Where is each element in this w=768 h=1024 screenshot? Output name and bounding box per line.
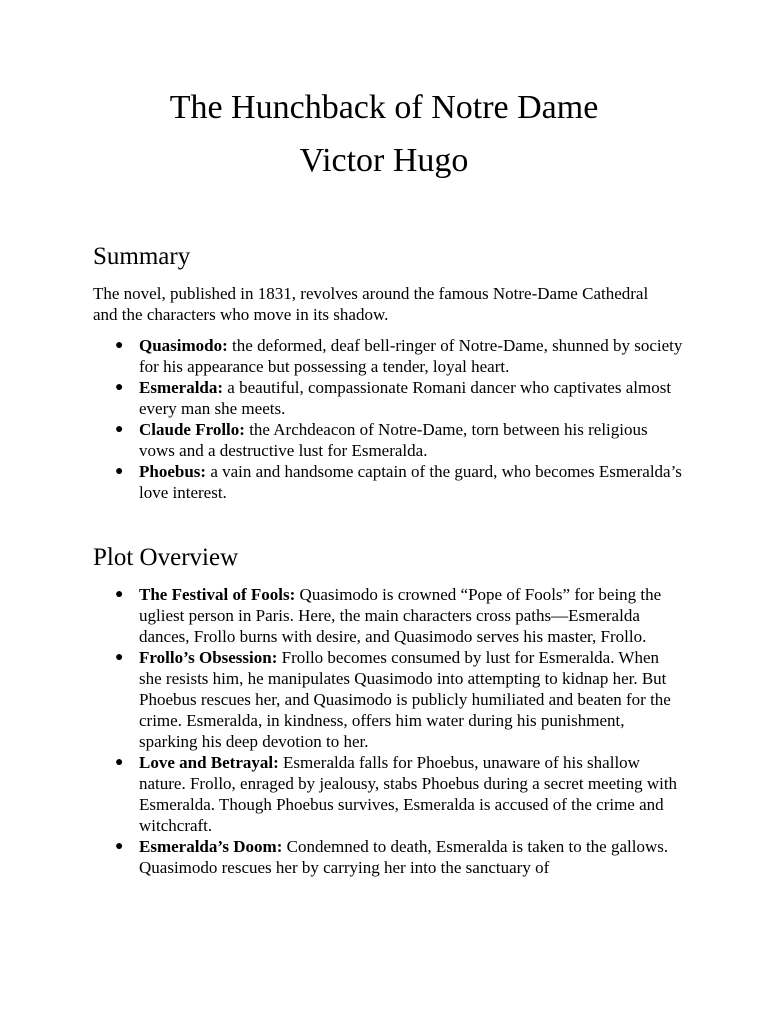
bullet-icon: ● <box>115 755 124 770</box>
bullet-icon: ● <box>115 422 124 437</box>
character-name: Phoebus: <box>139 462 207 481</box>
plot-item-text: Condemned to death, Esmeralda is taken to the gallows. Quasimodo rescues her by carrying her into the sanctuary of <box>139 837 669 877</box>
plot-item-text: Frollo becomes consumed by lust for Esmeralda. When she resists him, he manipulates Quasimodo into attempting to kidnap her. But Phoebus rescues her, and Quasimodo is publicly humiliated and beaten for the crime. Esmeralda, in kindness, offers him water during his punishment, sparking his deep devotion to her. <box>139 648 671 751</box>
bullet-icon: ● <box>115 587 124 602</box>
character-name: Claude Frollo: <box>139 420 245 439</box>
list-item <box>115 419 684 461</box>
list-item <box>115 461 684 503</box>
character-description: a vain and handsome captain of the guard, who becomes Esmeralda’s love interest. <box>139 462 682 502</box>
summary-intro: The novel, published in 1831, revolves around the famous Notre-Dame Cathedral and the characters who move in its shadow. <box>93 284 649 324</box>
bullet-icon: ● <box>115 650 124 665</box>
plot-item-title: Frollo’s Obsession: <box>139 648 278 667</box>
list-item <box>115 335 684 377</box>
plot-item-text: Quasimodo is crowned “Pope of Fools” for being the ugliest person in Paris. Here, the main characters cross paths—Esmeralda dances, Frollo burns with desire, and Quasimodo serves his master, Frollo. <box>139 585 662 646</box>
list-item <box>115 752 684 836</box>
plot-list <box>115 584 684 878</box>
plot-item-title: The Festival of Fools: <box>139 585 296 604</box>
bullet-icon: ● <box>115 839 124 854</box>
character-description: a beautiful, compassionate Romani dancer who captivates almost every man she meets. <box>139 378 672 418</box>
summary-heading: Summary <box>93 243 191 270</box>
list-item <box>115 836 684 878</box>
character-description: the Archdeacon of Notre-Dame, torn between his religious vows and a destructive lust for Esmeralda. <box>139 420 648 460</box>
plot-item-title: Esmeralda’s Doom: <box>139 837 283 856</box>
document-author: Victor Hugo <box>299 142 469 179</box>
bullet-icon: ● <box>115 338 124 353</box>
document-title: The Hunchback of Notre Dame <box>169 89 599 126</box>
bullet-icon: ● <box>115 464 124 479</box>
bullet-icon: ● <box>115 380 124 395</box>
character-name: Quasimodo: <box>139 336 228 355</box>
list-item <box>115 584 684 647</box>
plot-overview-heading: Plot Overview <box>93 544 239 571</box>
plot-item-title: Love and Betrayal: <box>139 753 279 772</box>
character-description: the deformed, deaf bell-ringer of Notre-Dame, shunned by society for his appearance but possessing a tender, loyal heart. <box>139 336 683 376</box>
character-list <box>115 335 684 503</box>
character-name: Esmeralda: <box>139 378 224 397</box>
list-item <box>115 377 684 419</box>
list-item <box>115 647 684 752</box>
plot-item-text: Esmeralda falls for Phoebus, unaware of his shallow nature. Frollo, enraged by jealousy, stabs Phoebus during a secret meeting with Esmeralda. Though Phoebus survives, Esmeralda is accused of the crime and witchcraft. <box>139 753 678 835</box>
